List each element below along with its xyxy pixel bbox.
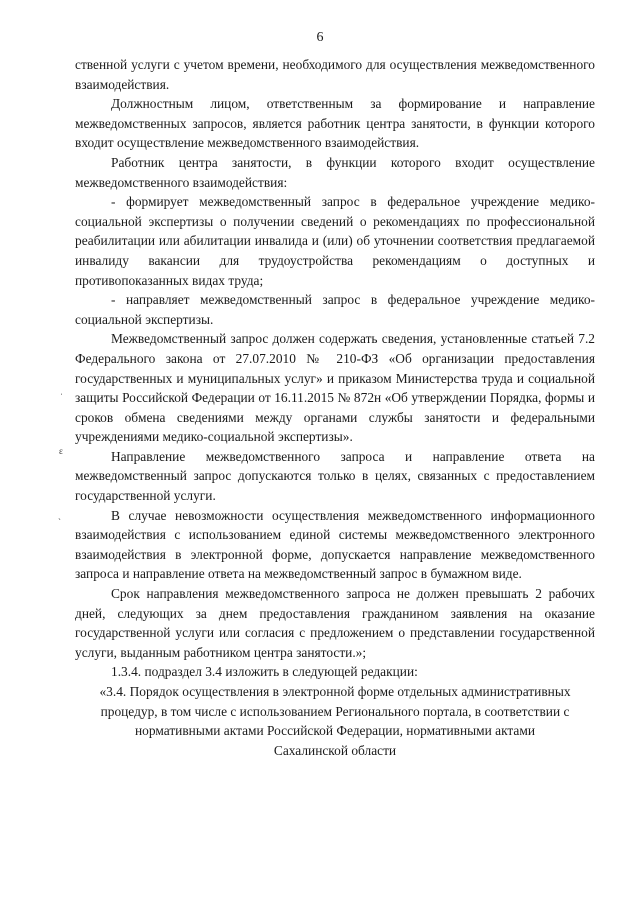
paragraph: Должностным лицом, ответственным за формирование и направление межведомственных запросов, является работник центра занятости, в функции которого входит осуществление межведомственного взаимодействия. bbox=[75, 96, 595, 151]
paragraph: Межведомственный запрос должен содержать сведения, установленные статьей 7.2 Федерального закона от 27.07.2010 № 210-ФЗ «Об организации предоставления государственных и муниципальных услуг» и приказом Министерства труда и социальной защиты Российской Федерации от 16.11.2015 № 872н «Об утверждении Порядка, формы и сроков обмена сведениями между органами службы занятости и федеральными учреждениями медико-социальной экспертизы». bbox=[75, 331, 595, 445]
paragraph: - направляет межведомственный запрос в федеральное учреждение медико-социальной экспертизы. bbox=[75, 292, 595, 327]
margin-mark: ˈ bbox=[60, 392, 63, 402]
paragraph: ственной услуги с учетом времени, необходимого для осуществления межведомственного взаимодействия. bbox=[75, 57, 595, 92]
paragraph: В случае невозможности осуществления межведомственного информационного взаимодействия с использованием единой системы межведомственного электронного взаимодействия в электронной форме, допускается направление межведомственного запроса и направление ответа на межведомственный запрос в бумажном виде. bbox=[75, 507, 595, 582]
margin-mark: ˏ bbox=[58, 510, 61, 520]
paragraph: Работник центра занятости, в функции которого входит осуществление межведомственного взаимодействия: bbox=[75, 154, 595, 190]
margin-mark: ɛ bbox=[59, 446, 63, 456]
paragraph: 1.3.4. подраздел 3.4 изложить в следующей редакции: bbox=[111, 664, 418, 680]
document-body bbox=[75, 55, 595, 760]
paragraph: Срок направления межведомственного запроса не должен превышать 2 рабочих дней, следующих за днем предоставления гражданином заявления на оказание государственной услуги или согласия с предложением о представлении государственной услуги, выданным работником центра занятости.»; bbox=[75, 586, 595, 660]
page-number: 6 bbox=[316, 30, 324, 45]
paragraph: Направление межведомственного запроса и направление ответа на межведомственный запрос допускаются только в целях, связанных с предоставлением государственной услуги. bbox=[75, 448, 595, 504]
section-heading: «3.4. Порядок осуществления в электронной форме отдельных административных процедур, в том числе с использованием Регионального портала, в соответствии с нормативными актами Российской Федерации, нормативными актами Сахалинской области bbox=[99, 684, 571, 758]
paragraph: - формирует межведомственный запрос в федеральное учреждение медико-социальной экспертизы о получении сведений о рекомендациях по профессиональной реабилитации или абилитации инвалида и (или) об уточнении соответствия предлагаемой инвалиду вакансии для трудоустройства рекомендациям о доступных и противопоказанных видах труда; bbox=[75, 194, 595, 288]
